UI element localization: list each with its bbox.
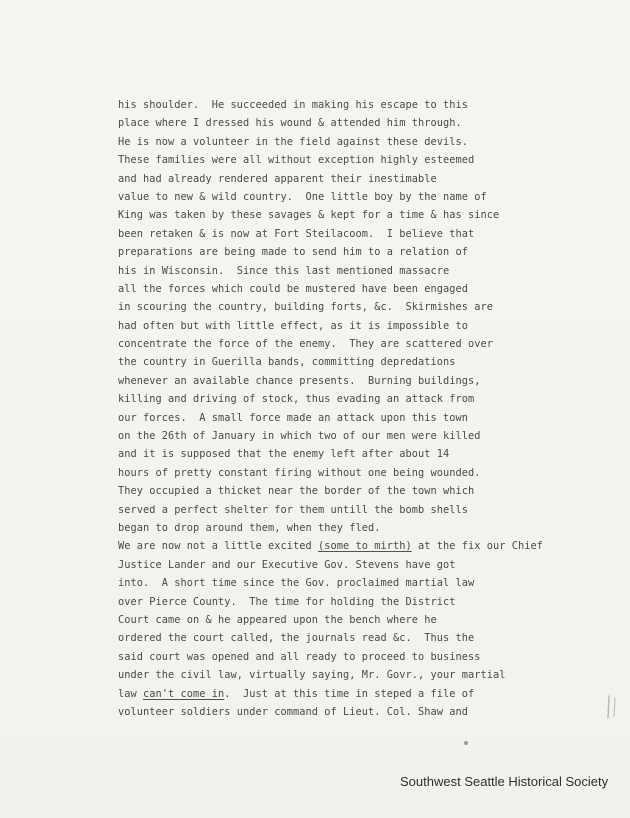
text-line: and had already rendered apparent their inestimable <box>118 172 437 185</box>
text-line: began to drop around them, when they fled. <box>118 521 381 534</box>
text-line: They occupied a thicket near the border of the town which <box>118 485 475 498</box>
text-line: our forces. A small force made an attack upon this town <box>118 411 468 424</box>
text-line: his shoulder. He succeeded in making his escape to this <box>118 99 468 111</box>
underlined-phrase: (some to mirth) <box>317 540 412 553</box>
text-line: Court came on & he appeared upon the bench where he <box>118 613 437 626</box>
text-line: and it is supposed that the enemy left after about 14 <box>118 448 450 461</box>
line-text-before: law <box>118 687 143 700</box>
text-line: Justice Lander and our Executive Gov. Stevens have got <box>118 558 456 571</box>
text-line: value to new & wild country. One little boy by the name of <box>118 190 487 203</box>
underlined-phrase: can't come in <box>143 687 225 700</box>
text-line: whenever an available chance presents. Burning buildings, <box>118 374 481 387</box>
pencil-mark-icon <box>606 694 620 720</box>
text-line: said court was opened and all ready to proceed to business <box>118 650 481 663</box>
line-text-before: We are now not a little excited <box>118 540 318 553</box>
text-line: hours of pretty constant firing without one being wounded. <box>118 466 481 479</box>
text-line: volunteer soldiers under command of Lieut. Col. Shaw and <box>118 705 468 718</box>
text-line: concentrate the force of the enemy. They are scattered over <box>118 338 493 351</box>
text-line: over Pierce County. The time for holding the District <box>118 595 456 608</box>
text-line: in scouring the country, building forts, &c. Skirmishes are <box>118 301 493 314</box>
stray-mark <box>464 741 468 745</box>
watermark-text: Southwest Seattle Historical Society <box>400 774 609 789</box>
typed-letter-body <box>118 96 618 721</box>
text-line: killing and driving of stock, thus evading an attack from <box>118 393 475 406</box>
text-line <box>118 537 618 555</box>
text-line: King was taken by these savages & kept for a time & has since <box>118 209 500 222</box>
text-line: preparations are being made to send him to a relation of <box>118 246 468 259</box>
text-line: under the civil law, virtually saying, Mr. Govr., your martial <box>118 669 506 682</box>
line-text-after: . Just at this time in steped a file of <box>224 687 475 700</box>
text-line: ordered the court called, the journals read &c. Thus the <box>118 632 475 645</box>
text-line: had often but with little effect, as it is impossible to <box>118 319 468 332</box>
text-line: These families were all without exception highly esteemed <box>118 154 475 167</box>
text-line: the country in Guerilla bands, committing depredations <box>118 356 456 369</box>
text-line: on the 26th of January in which two of our men were killed <box>118 430 481 443</box>
text-line: place where I dressed his wound & attended him through. <box>118 117 462 130</box>
text-line: his in Wisconsin. Since this last mentioned massacre <box>118 264 450 277</box>
line-text-after: at the fix our Chief <box>411 540 543 553</box>
text-line <box>118 685 618 703</box>
text-line: been retaken & is now at Fort Steilacoom. I believe that <box>118 227 475 240</box>
text-line: all the forces which could be mustered have been engaged <box>118 282 468 295</box>
text-line: into. A short time since the Gov. proclaimed martial law <box>118 577 475 590</box>
text-line: served a perfect shelter for them untill the bomb shells <box>118 503 468 516</box>
text-line: He is now a volunteer in the field against these devils. <box>118 135 468 148</box>
